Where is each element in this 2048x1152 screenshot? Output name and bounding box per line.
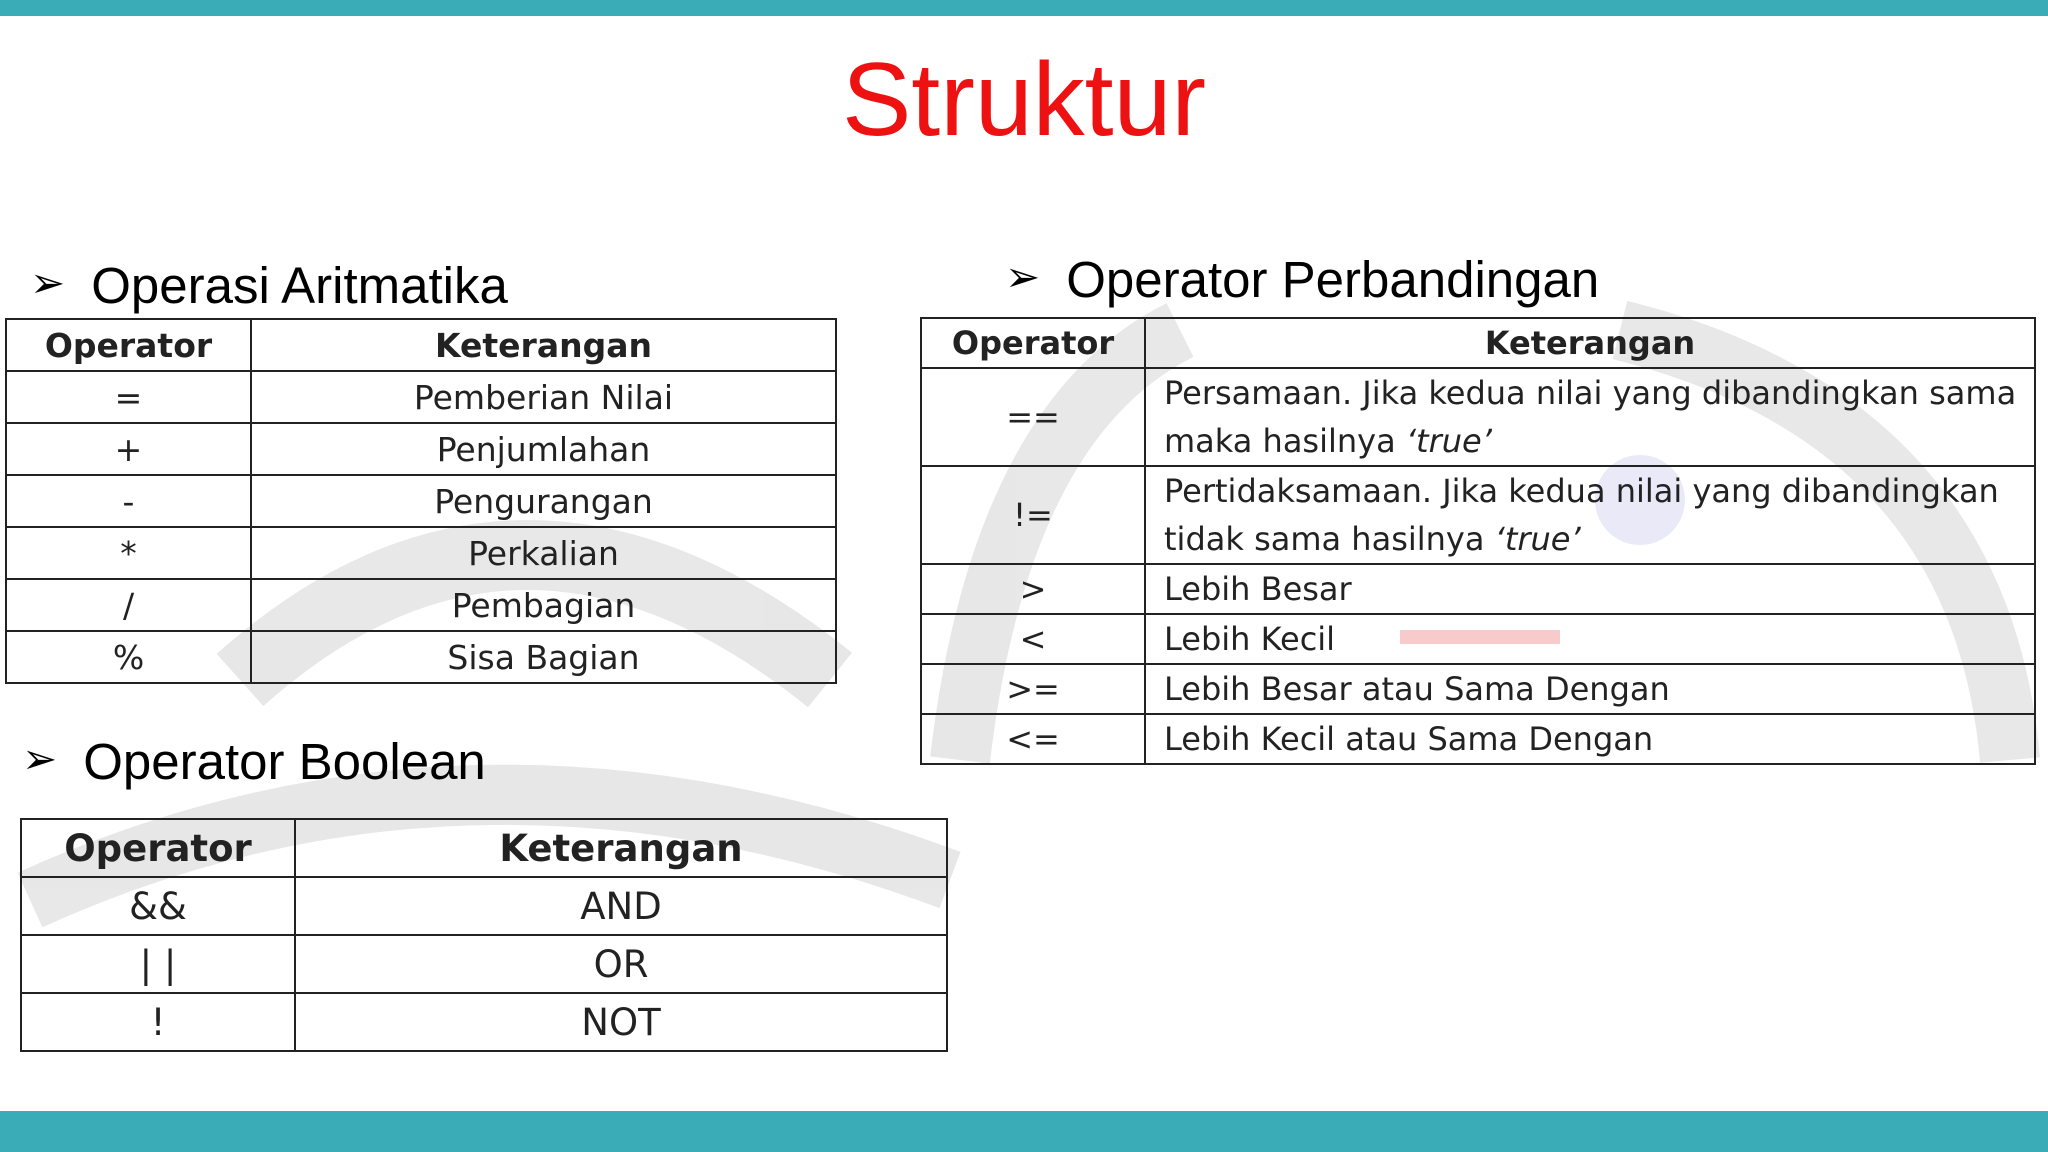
table-row <box>921 564 2035 614</box>
operator-cell: / <box>6 579 251 631</box>
column-header-keterangan: Keterangan <box>295 819 947 877</box>
heading-perbandingan-label: Operator Perbandingan <box>1066 251 1600 308</box>
heading-aritmatika-label: Operasi Aritmatika <box>91 257 508 314</box>
operator-cell: >= <box>921 664 1145 714</box>
operator-cell: + <box>6 423 251 475</box>
heading-boolean <box>22 732 486 791</box>
table-row <box>921 664 2035 714</box>
column-header-keterangan: Keterangan <box>1145 318 2035 368</box>
keterangan-text: Pertidaksamaan. Jika kedua nilai yang dibandingkan tidak sama hasilnya <box>1164 472 1999 558</box>
heading-aritmatika <box>30 256 508 315</box>
heading-perbandingan <box>1005 250 1599 309</box>
operator-cell: | | <box>21 935 295 993</box>
keterangan-text: Persamaan. Jika kedua nilai yang dibandingkan sama maka hasilnya <box>1164 374 2017 460</box>
keterangan-cell: AND <box>295 877 947 935</box>
table-row <box>6 527 836 579</box>
operator-cell: % <box>6 631 251 683</box>
heading-boolean-label: Operator Boolean <box>83 733 486 790</box>
column-header-operator: Operator <box>21 819 295 877</box>
table-row <box>6 631 836 683</box>
bottom-accent-bar <box>0 1111 2048 1152</box>
keterangan-cell: Sisa Bagian <box>251 631 836 683</box>
keterangan-cell: NOT <box>295 993 947 1051</box>
keterangan-cell: Pembagian <box>251 579 836 631</box>
table-header-row <box>921 318 2035 368</box>
table-row <box>6 475 836 527</box>
operator-cell: - <box>6 475 251 527</box>
operator-cell: && <box>21 877 295 935</box>
keterangan-emphasis: ‘true’ <box>1405 422 1492 460</box>
operator-cell: ! <box>21 993 295 1051</box>
table-row <box>921 368 2035 466</box>
keterangan-cell: Perkalian <box>251 527 836 579</box>
keterangan-cell: Lebih Kecil <box>1145 614 2035 664</box>
keterangan-cell: Lebih Kecil atau Sama Dengan <box>1145 714 2035 764</box>
keterangan-cell: Pengurangan <box>251 475 836 527</box>
table-aritmatika <box>5 318 837 684</box>
keterangan-cell: Lebih Besar <box>1145 564 2035 614</box>
keterangan-emphasis: ‘true’ <box>1494 520 1581 558</box>
page-title: Struktur <box>841 42 1207 158</box>
table-row <box>921 614 2035 664</box>
table-row <box>6 371 836 423</box>
table-row <box>6 423 836 475</box>
column-header-keterangan: Keterangan <box>251 319 836 371</box>
operator-cell: <= <box>921 714 1145 764</box>
keterangan-cell: Lebih Besar atau Sama Dengan <box>1145 664 2035 714</box>
table-perbandingan <box>920 317 2036 765</box>
operator-cell: != <box>921 466 1145 564</box>
operator-cell: == <box>921 368 1145 466</box>
table-row <box>21 993 947 1051</box>
table-header-row <box>21 819 947 877</box>
table-boolean <box>20 818 948 1052</box>
column-header-operator: Operator <box>921 318 1145 368</box>
keterangan-cell: Penjumlahan <box>251 423 836 475</box>
table-row <box>21 877 947 935</box>
operator-cell: = <box>6 371 251 423</box>
table-row <box>921 466 2035 564</box>
operator-cell: < <box>921 614 1145 664</box>
keterangan-cell: Pemberian Nilai <box>251 371 836 423</box>
operator-cell: * <box>6 527 251 579</box>
keterangan-cell <box>1145 368 2035 466</box>
arrow-bullet-icon: ➢ <box>22 735 58 782</box>
arrow-bullet-icon: ➢ <box>30 259 66 306</box>
column-header-operator: Operator <box>6 319 251 371</box>
keterangan-cell: OR <box>295 935 947 993</box>
arrow-bullet-icon: ➢ <box>1005 253 1041 300</box>
operator-cell: > <box>921 564 1145 614</box>
keterangan-cell <box>1145 466 2035 564</box>
table-row <box>21 935 947 993</box>
table-header-row <box>6 319 836 371</box>
table-row <box>6 579 836 631</box>
table-row <box>921 714 2035 764</box>
